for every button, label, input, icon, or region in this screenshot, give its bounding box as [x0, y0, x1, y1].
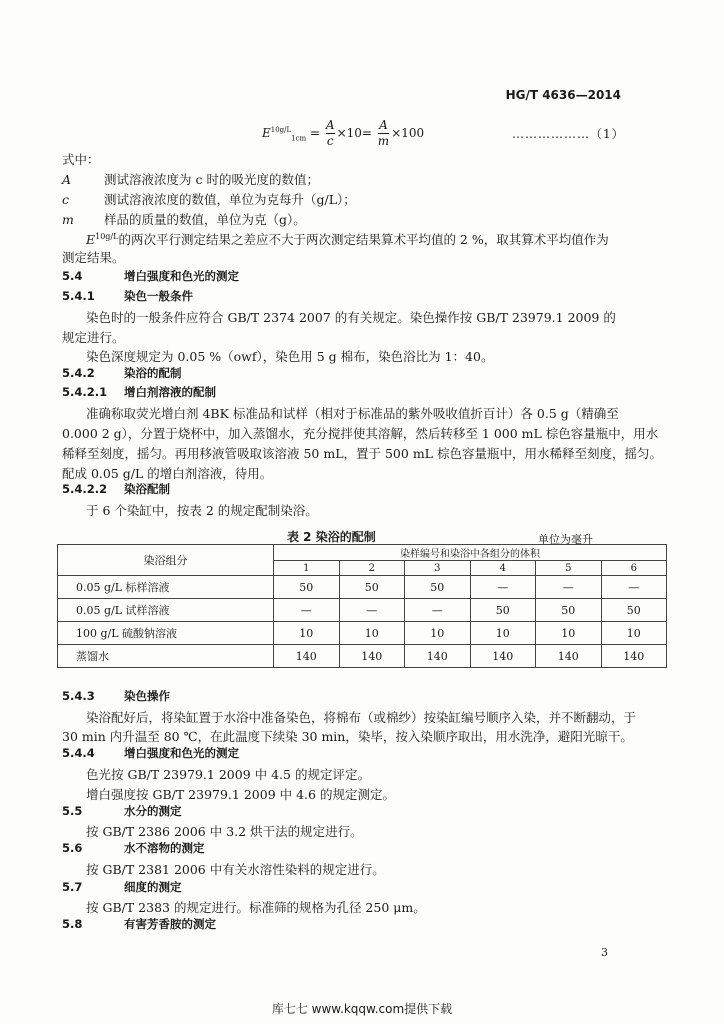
para-5-6: 按 GB/T 2381 2006 中有关水溶性染料的规定进行。: [86, 862, 385, 877]
table-cell: 50: [274, 576, 340, 599]
table-cell: —: [536, 576, 602, 599]
para-5-4-4-l1: 色光按 GB/T 23979.1 2009 中 4.5 的规定评定。: [86, 767, 370, 782]
formula-mult-2: ×100: [391, 126, 425, 140]
para-5-4-2-1-l4: 配成 0.05 g/L 的增白剂溶液，待用。: [62, 466, 273, 481]
table-cell: —: [339, 599, 405, 622]
table-cell: —: [601, 576, 667, 599]
formula-fraction-2: $\frac{A}{m}$: [377, 118, 390, 148]
table-number: 4: [470, 561, 536, 576]
table-unit: 单位为毫升: [538, 533, 593, 546]
table-number: 2: [339, 561, 405, 576]
table-number: 5: [536, 561, 602, 576]
table-cell: 10: [405, 622, 471, 645]
page-number: 3: [601, 946, 608, 959]
heading-5-4-1: 5.4.1 染色一般条件: [62, 289, 193, 303]
para-5-4-4-l2: 增白强度按 GB/T 23979.1 2009 中 4.6 的规定测定。: [86, 787, 395, 802]
para-5-4-1-a: 染色时的一般条件应符合 GB/T 2374 2007 的有关规定。染色操作按 GB/T 23979.1 2009 的: [86, 310, 616, 325]
para-5-4-3-l2: 30 min 内升温至 80 ℃，在此温度下续染 30 min，染毕，按入染顺序取出，用水洗净，避阳光晾干。: [62, 729, 633, 744]
table-cell: —: [405, 599, 471, 622]
formula-mult-1: ×10=: [336, 126, 372, 140]
para-5-4-2-2: 于 6 个染缸中，按表 2 的规定配制染浴。: [86, 503, 318, 518]
var-a: A 测试溶液浓度为 c 时的吸光度的数值；: [62, 172, 319, 187]
download-footer: 库七七 www.kqqw.com提供下载: [271, 1002, 453, 1016]
heading-5-5: 5.5 水分的测定: [62, 804, 182, 818]
formula-lhs-sup: 10g/L: [270, 126, 292, 134]
where-intro: 式中：: [62, 152, 100, 167]
heading-5-4-2-1: 5.4.2.1 增白剂溶液的配制: [62, 385, 216, 399]
table-cell: 140: [470, 645, 536, 668]
para-5-4-1-b: 染色深度规定为 0.05 %（owf），染色用 5 g 棉布，染色浴比为 1：40。: [86, 349, 494, 364]
table-cell: 50: [405, 576, 471, 599]
where-note: $E^{10g/L}$的两次平行测定结果之差应不大于两次测定结果算术平均值的 2 %，取其算术平均值作为: [86, 231, 609, 247]
heading-5-8: 5.8 有害芳香胺的测定: [62, 917, 216, 931]
table-row: [58, 599, 667, 622]
para-5-4-2-1-l2: 0.000 2 g），分置于烧杯中，加入蒸馏水，充分搅拌使其溶解，然后转移至 1 000 mL 棕色容量瓶中，用水: [62, 426, 659, 441]
table-row: [58, 622, 667, 645]
formula-fraction-1: $\frac{A}{c}$: [325, 118, 335, 148]
para-5-7: 按 GB/T 2383 的规定进行。标准筛的规格为孔径 250 μm。: [86, 900, 426, 915]
table-col-header: 染浴组分: [58, 545, 274, 576]
table-cell: 50: [601, 599, 667, 622]
table-number: 1: [274, 561, 340, 576]
heading-5-7: 5.7 细度的测定: [62, 880, 182, 894]
standard-number: HG/T 4636—2014: [505, 88, 621, 102]
para-5-4-3-l1: 染浴配好后，将染缸置于水浴中准备染色，将棉布（或棉纱）按染缸编号顺序入染，并不断翻动，于: [86, 710, 637, 725]
heading-5-4-4: 5.4.4 增白强度和色光的测定: [62, 746, 239, 760]
formula: $E^{10g/L}_{1cm}$ = $\frac{A}{c}$ ×10= $\frac{A}{m}$ ×100: [262, 118, 425, 148]
table-cell: 140: [274, 645, 340, 668]
table-cell: 10: [274, 622, 340, 645]
table-cell: 10: [536, 622, 602, 645]
table-cell: 10: [339, 622, 405, 645]
table-cell: 140: [601, 645, 667, 668]
table-row-label: 0.05 g/L 试样溶液: [58, 599, 274, 622]
table-header-row: [58, 545, 667, 561]
table-row: [58, 576, 667, 599]
table-row-label: 100 g/L 硫酸钠溶液: [58, 622, 274, 645]
table-cell: 140: [339, 645, 405, 668]
heading-5-6: 5.6 水不溶物的测定: [62, 841, 205, 855]
para-5-5: 按 GB/T 2386 2006 中 3.2 烘干法的规定进行。: [86, 824, 363, 839]
table-cell: 50: [339, 576, 405, 599]
table-row-label: 蒸馏水: [58, 645, 274, 668]
table-number: 3: [405, 561, 471, 576]
var-c: c 测试溶液浓度的数值，单位为克每升（g/L）；: [62, 192, 356, 207]
heading-5-4: 5.4 增白强度和色光的测定: [62, 269, 239, 283]
table-cell: 140: [536, 645, 602, 668]
table-cell: 50: [536, 599, 602, 622]
table-number: 6: [601, 561, 667, 576]
var-m: m 样品的质量的数值，单位为克（g）。: [62, 212, 306, 227]
table-cell: 50: [470, 599, 536, 622]
table-row: [58, 645, 667, 668]
dye-bath-table: [57, 544, 667, 668]
heading-5-4-2-2: 5.4.2.2 染浴配制: [62, 482, 170, 496]
table-cell: —: [274, 599, 340, 622]
heading-5-4-3: 5.4.3 染色操作: [62, 689, 170, 703]
table-cell: 10: [601, 622, 667, 645]
table-group-header: 染样编号和染浴中各组分的体积: [274, 545, 667, 561]
para-5-4-1-a-cont: 规定进行。: [62, 330, 125, 345]
table-row-label: 0.05 g/L 标样溶液: [58, 576, 274, 599]
para-5-4-2-1-l1: 准确称取荧光增白剂 4BK 标准品和试样（相对于标准品的紫外吸收值折百计）各 0.5 g（精确至: [86, 406, 619, 421]
formula-lhs-sub: 1cm: [291, 134, 307, 143]
heading-5-4-2: 5.4.2 染浴的配制: [62, 366, 182, 380]
where-note-cont: 测定结果。: [62, 250, 125, 265]
para-5-4-2-1-l3: 稀释至刻度，摇匀。再用移液管吸取该溶液 50 mL，置于 500 mL 棕色容量瓶中，用水稀释至刻度，摇匀。: [62, 446, 662, 461]
table-cell: —: [470, 576, 536, 599]
table-cell: 10: [470, 622, 536, 645]
equation-number: ………………（1）: [512, 127, 625, 141]
table-cell: 140: [405, 645, 471, 668]
table-title: 表 2 染浴的配制: [287, 530, 376, 544]
formula-lhs: E: [262, 126, 271, 140]
